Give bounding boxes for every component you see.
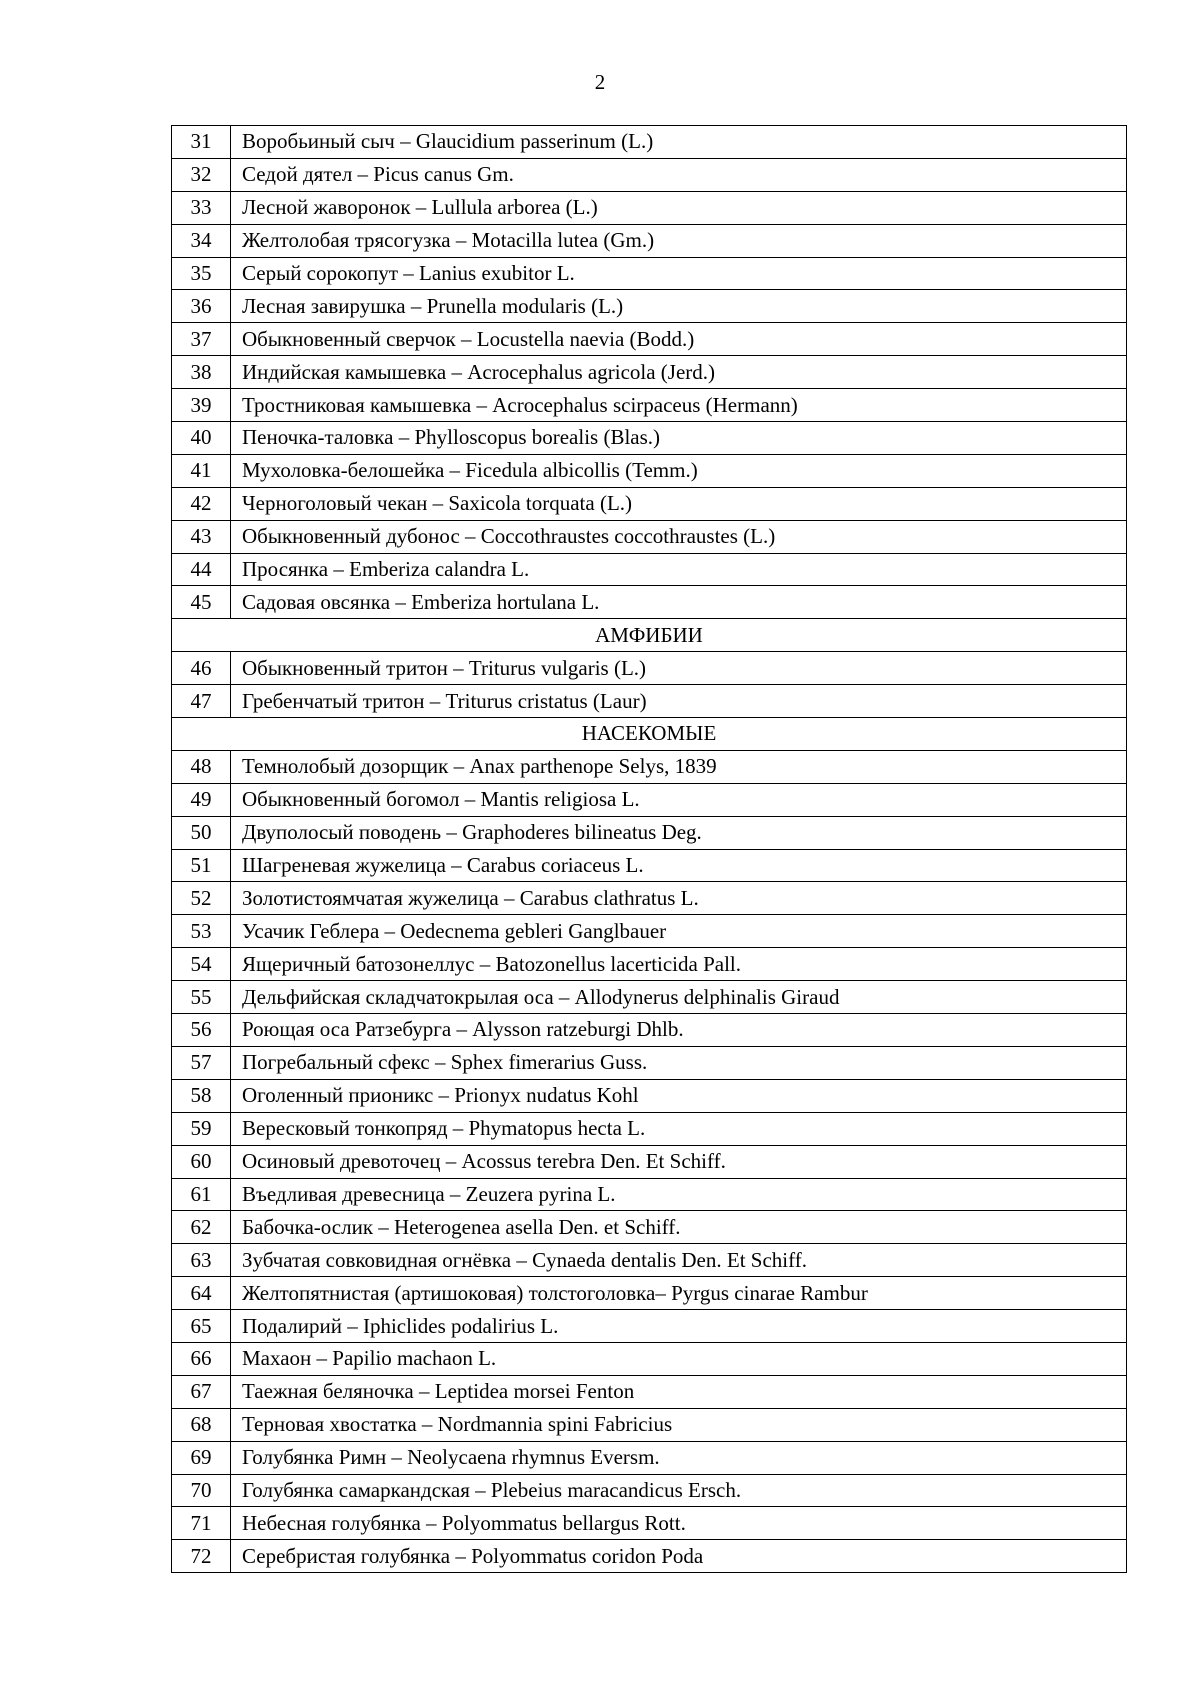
table-row: [172, 1507, 1127, 1540]
table-row: [172, 520, 1127, 553]
species-name: Голубянка Римн – Neolycaena rhymnus Eversm.: [231, 1441, 1127, 1474]
table-row: [172, 783, 1127, 816]
species-name: Серебристая голубянка – Polyommatus coridon Poda: [231, 1540, 1127, 1573]
table-row: [172, 1178, 1127, 1211]
species-name: Обыкновенный богомол – Mantis religiosa L.: [231, 783, 1127, 816]
table-row: [172, 1408, 1127, 1441]
table-row: [172, 981, 1127, 1014]
row-number: 64: [172, 1277, 231, 1310]
species-name: Подалирий – Iphiclides podalirius L.: [231, 1310, 1127, 1343]
table-row: [172, 1112, 1127, 1145]
page-number: 2: [594, 70, 606, 94]
species-name: Тростниковая камышевка – Acrocephalus scirpaceus (Hermann): [231, 389, 1127, 422]
row-number: 35: [172, 257, 231, 290]
table-row: [172, 1211, 1127, 1244]
row-number: 34: [172, 224, 231, 257]
table-row: [172, 948, 1127, 981]
species-name: Индийская камышевка – Acrocephalus agricola (Jerd.): [231, 356, 1127, 389]
table-row: [172, 586, 1127, 619]
row-number: 48: [172, 750, 231, 783]
table-row: [172, 1079, 1127, 1112]
row-number: 62: [172, 1211, 231, 1244]
table-row: [172, 1014, 1127, 1047]
species-name: Терновая хвостатка – Nordmannia spini Fabricius: [231, 1408, 1127, 1441]
row-number: 54: [172, 948, 231, 981]
table-row: [172, 915, 1127, 948]
species-name: Усачик Геблера – Oedecnema gebleri Ganglbauer: [231, 915, 1127, 948]
row-number: 36: [172, 290, 231, 323]
species-name: Зубчатая совковидная огнёвка – Cynaeda dentalis Den. Et Schiff.: [231, 1244, 1127, 1277]
species-name: Просянка – Emberiza calandra L.: [231, 553, 1127, 586]
row-number: 57: [172, 1046, 231, 1079]
table-row: [172, 553, 1127, 586]
table-row: [172, 323, 1127, 356]
row-number: 44: [172, 553, 231, 586]
species-name: Лесная завирушка – Prunella modularis (L.): [231, 290, 1127, 323]
row-number: 31: [172, 126, 231, 159]
row-number: 53: [172, 915, 231, 948]
row-number: 37: [172, 323, 231, 356]
row-number: 67: [172, 1375, 231, 1408]
table-row: [172, 1244, 1127, 1277]
table-row: [172, 1375, 1127, 1408]
row-number: 61: [172, 1178, 231, 1211]
species-name: Погребальный сфекс – Sphex fimerarius Guss.: [231, 1046, 1127, 1079]
row-number: 32: [172, 158, 231, 191]
species-name: Шагреневая жужелица – Carabus coriaceus L.: [231, 849, 1127, 882]
section-header-row: [172, 619, 1127, 652]
species-name: Мухоловка-белошейка – Ficedula albicollis (Temm.): [231, 454, 1127, 487]
table-row: [172, 356, 1127, 389]
table-row: [172, 389, 1127, 422]
row-number: 33: [172, 191, 231, 224]
species-table: [171, 125, 1127, 1573]
table-row: [172, 224, 1127, 257]
row-number: 51: [172, 849, 231, 882]
row-number: 38: [172, 356, 231, 389]
table-row: [172, 126, 1127, 159]
species-name: Таежная беляночка – Leptidea morsei Fenton: [231, 1375, 1127, 1408]
row-number: 46: [172, 652, 231, 685]
table-row: [172, 191, 1127, 224]
table-row: [172, 257, 1127, 290]
species-name: Обыкновенный тритон – Triturus vulgaris (L.): [231, 652, 1127, 685]
species-name: Лесной жаворонок – Lullula arborea (L.): [231, 191, 1127, 224]
species-name: Желтолобая трясогузка – Motacilla lutea (Gm.): [231, 224, 1127, 257]
species-name: Черноголовый чекан – Saxicola torquata (L.): [231, 487, 1127, 520]
row-number: 39: [172, 389, 231, 422]
row-number: 45: [172, 586, 231, 619]
table-row: [172, 1474, 1127, 1507]
table-row: [172, 290, 1127, 323]
species-name: Обыкновенный сверчок – Locustella naevia (Bodd.): [231, 323, 1127, 356]
species-name: Осиновый древоточец – Acossus terebra Den. Et Schiff.: [231, 1145, 1127, 1178]
table-row: [172, 1310, 1127, 1343]
row-number: 71: [172, 1507, 231, 1540]
species-name: Седой дятел – Picus canus Gm.: [231, 158, 1127, 191]
row-number: 58: [172, 1079, 231, 1112]
row-number: 68: [172, 1408, 231, 1441]
table-row: [172, 1277, 1127, 1310]
row-number: 56: [172, 1014, 231, 1047]
table-row: [172, 1046, 1127, 1079]
species-name: Садовая овсянка – Emberiza hortulana L.: [231, 586, 1127, 619]
table-row: [172, 1441, 1127, 1474]
table-row: [172, 882, 1127, 915]
row-number: 70: [172, 1474, 231, 1507]
species-name: Роющая оса Ратзебурга – Alysson ratzeburgi Dhlb.: [231, 1014, 1127, 1047]
row-number: 40: [172, 422, 231, 455]
species-name: Оголенный прионикс – Prionyx nudatus Kohl: [231, 1079, 1127, 1112]
table-row: [172, 158, 1127, 191]
row-number: 43: [172, 520, 231, 553]
species-name: Серый сорокопут – Lanius exubitor L.: [231, 257, 1127, 290]
species-name: Голубянка самаркандская – Plebeius maracandicus Ersch.: [231, 1474, 1127, 1507]
row-number: 55: [172, 981, 231, 1014]
species-name: Небесная голубянка – Polyommatus bellargus Rott.: [231, 1507, 1127, 1540]
row-number: 59: [172, 1112, 231, 1145]
section-header-row: [172, 718, 1127, 751]
species-name: Махаон – Papilio machaon L.: [231, 1342, 1127, 1375]
table-row: [172, 816, 1127, 849]
row-number: 65: [172, 1310, 231, 1343]
section-title: НАСЕКОМЫЕ: [172, 718, 1127, 751]
species-name: Темнолобый дозорщик – Anax parthenope Selys, 1839: [231, 750, 1127, 783]
row-number: 42: [172, 487, 231, 520]
table-row: [172, 849, 1127, 882]
table-row: [172, 1145, 1127, 1178]
row-number: 52: [172, 882, 231, 915]
table-row: [172, 487, 1127, 520]
table-row: [172, 685, 1127, 718]
species-name: Дельфийская складчатокрылая оса – Allodynerus delphinalis Giraud: [231, 981, 1127, 1014]
species-name: Желтопятнистая (артишоковая) толстоголовка– Pyrgus cinarae Rambur: [231, 1277, 1127, 1310]
species-name: Пеночка-таловка – Phylloscopus borealis (Blas.): [231, 422, 1127, 455]
row-number: 49: [172, 783, 231, 816]
species-name: Воробьиный сыч – Glaucidium passerinum (L.): [231, 126, 1127, 159]
row-number: 69: [172, 1441, 231, 1474]
species-name: Двуполосый поводень – Graphoderes bilineatus Deg.: [231, 816, 1127, 849]
row-number: 47: [172, 685, 231, 718]
species-name: Ящеричный батозонеллус – Batozonellus lacerticida Pall.: [231, 948, 1127, 981]
table-row: [172, 652, 1127, 685]
row-number: 66: [172, 1342, 231, 1375]
row-number: 50: [172, 816, 231, 849]
species-table-body: [172, 126, 1127, 1573]
table-row: [172, 750, 1127, 783]
table-row: [172, 454, 1127, 487]
table-row: [172, 1540, 1127, 1573]
table-row: [172, 1342, 1127, 1375]
row-number: 72: [172, 1540, 231, 1573]
row-number: 63: [172, 1244, 231, 1277]
species-name: Бабочка-ослик – Heterogenea asella Den. et Schiff.: [231, 1211, 1127, 1244]
table-row: [172, 422, 1127, 455]
row-number: 41: [172, 454, 231, 487]
species-name: Въедливая древесница – Zeuzera pyrina L.: [231, 1178, 1127, 1211]
species-name: Вересковый тонкопряд – Phymatopus hecta L.: [231, 1112, 1127, 1145]
species-name: Гребенчатый тритон – Triturus cristatus (Laur): [231, 685, 1127, 718]
section-title: АМФИБИИ: [172, 619, 1127, 652]
species-name: Обыкновенный дубонос – Coccothraustes coccothraustes (L.): [231, 520, 1127, 553]
row-number: 60: [172, 1145, 231, 1178]
species-name: Золотистоямчатая жужелица – Carabus clathratus L.: [231, 882, 1127, 915]
